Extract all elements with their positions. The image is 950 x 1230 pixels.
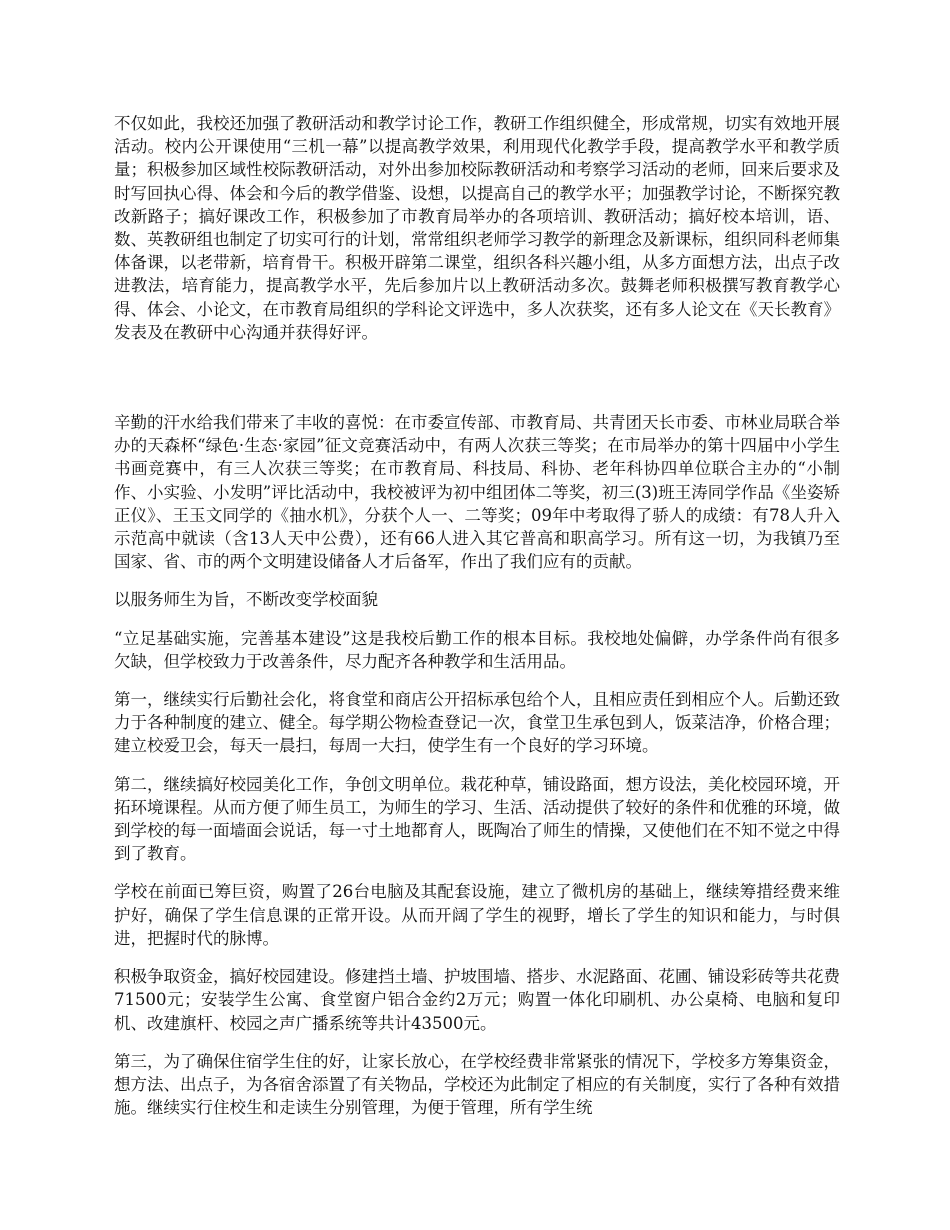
paragraph-teaching-research: 不仅如此，我校还加强了教研活动和教学讨论工作，教研工作组织健全，形成常规，切实有效地开展活动。校内公开课使用“三机一幕”以提高教学效果，利用现代化教学手段，提高教学水平和教学质量；积极参加区域性校际教研活动，对外出参加校际教研活动和考察学习活动的老师，回来后要求及时写回执心得、体会和今后的教学借鉴、设想，以提高自己的教学水平；加强教学讨论，不断探究教改新路子；搞好课改工作，积极参加了市教育局举办的各项培训、教研活动；搞好校本培训，语、数、英教研组也制定了切实可行的计划，常常组织老师学习教学的新理念及新课标，组织同科老师集体备课，以老带新，培育骨干。积极开辟第二课堂，组织各科兴趣小组，从多方面想方法，出点子改进教法，培育能力，提高教学水平，先后参加片以上教研活动多次。鼓舞老师积极撰写教育教学心得、体会、小论文，在市教育局组织的学科论文评选中，多人次获奖，还有多人论文在《天长教育》发表及在教研中心沟通并获得好评。 [114, 114, 840, 342]
paragraph-second-point: 第二，继续搞好校园美化工作，争创文明单位。栽花种草，铺设路面，想方设法，美化校园环境，开拓环境课程。从而方便了师生员工，为师生的学习、生活、活动提供了较好的条件和优雅的环境，做到学校的每一面墙面会说话，每一寸土地都育人，既陶冶了师生的情操，又使他们在不知不觉之中得到了教育。 [114, 774, 840, 864]
paragraph-achievements: 辛勤的汗水给我们带来了丰收的喜悦：在市委宣传部、市教育局、共青团天长市委、市林业局联合举办的天森杯“绿色·生态·家园”征文竞赛活动中，有两人次获三等奖；在市局举办的第十四届中小学生书画竞赛中，有三人次获三等奖；在市教育局、科技局、科协、老年科协四单位联合主办的“小制作、小实验、小发明”评比活动中，我校被评为初中组团体二等奖，初三(3)班王涛同学作品《坐姿矫正仪》、王玉文同学的《抽水机》，分获个人一、二等奖；09年中考取得了骄人的成绩：有78人升入示范高中就读（含13人天中公费），还有66人进入其它普高和职高学习。所有这一切，为我镇乃至国家、省、市的两个文明建设储备人才后备军，作出了我们应有的贡献。 [114, 413, 840, 572]
paragraph-computer-room: 学校在前面已筹巨资，购置了26台电脑及其配套设施，建立了微机房的基础上，继续筹措经费来维护好，确保了学生信息课的正常开设。从而开阔了学生的视野，增长了学生的知识和能力，与时俱进，把握时代的脉博。 [114, 882, 840, 948]
document-body [114, 112, 840, 1119]
paragraph-third-point: 第三，为了确保住宿学生住的好，让家长放心，在学校经费非常紧张的情况下，学校多方筹集资金，想方法、出点子，为各宿舍添置了有关物品，学校还为此制定了相应的有关制度，实行了各种有效措施。继续实行住校生和走读生分别管理，为便于管理，所有学生统 [114, 1051, 840, 1118]
paragraph-logistics-goal: “立足基础实施，完善基本建设”这是我校后勤工作的根本目标。我校地处偏僻，办学条件尚有很多欠缺，但学校致力于改善条件，尽力配齐各种教学和生活用品。 [114, 628, 840, 671]
paragraph-first-point: 第一，继续实行后勤社会化，将食堂和商店公开招标承包给个人，且相应责任到相应个人。后勤还致力于各种制度的建立、健全。每学期公物检查登记一次，食堂卫生承包到人，饭菜洁净，价格合理；建立校爱卫会，每天一晨扫，每周一大扫，使学生有一个良好的学习环境。 [114, 690, 840, 756]
paragraph-campus-funding: 积极争取资金，搞好校园建设。修建挡土墙、护坡围墙、搭步、水泥路面、花圃、铺设彩砖等共花费71500元；安装学生公寓、食堂窗户铝合金约2万元；购置一体化印刷机、办公桌椅、电脑和复印机、改建旗杆、校园之声广播系统等共计43500元。 [114, 967, 840, 1033]
section-heading: 以服务师生为旨，不断改变学校面貌 [114, 590, 378, 610]
